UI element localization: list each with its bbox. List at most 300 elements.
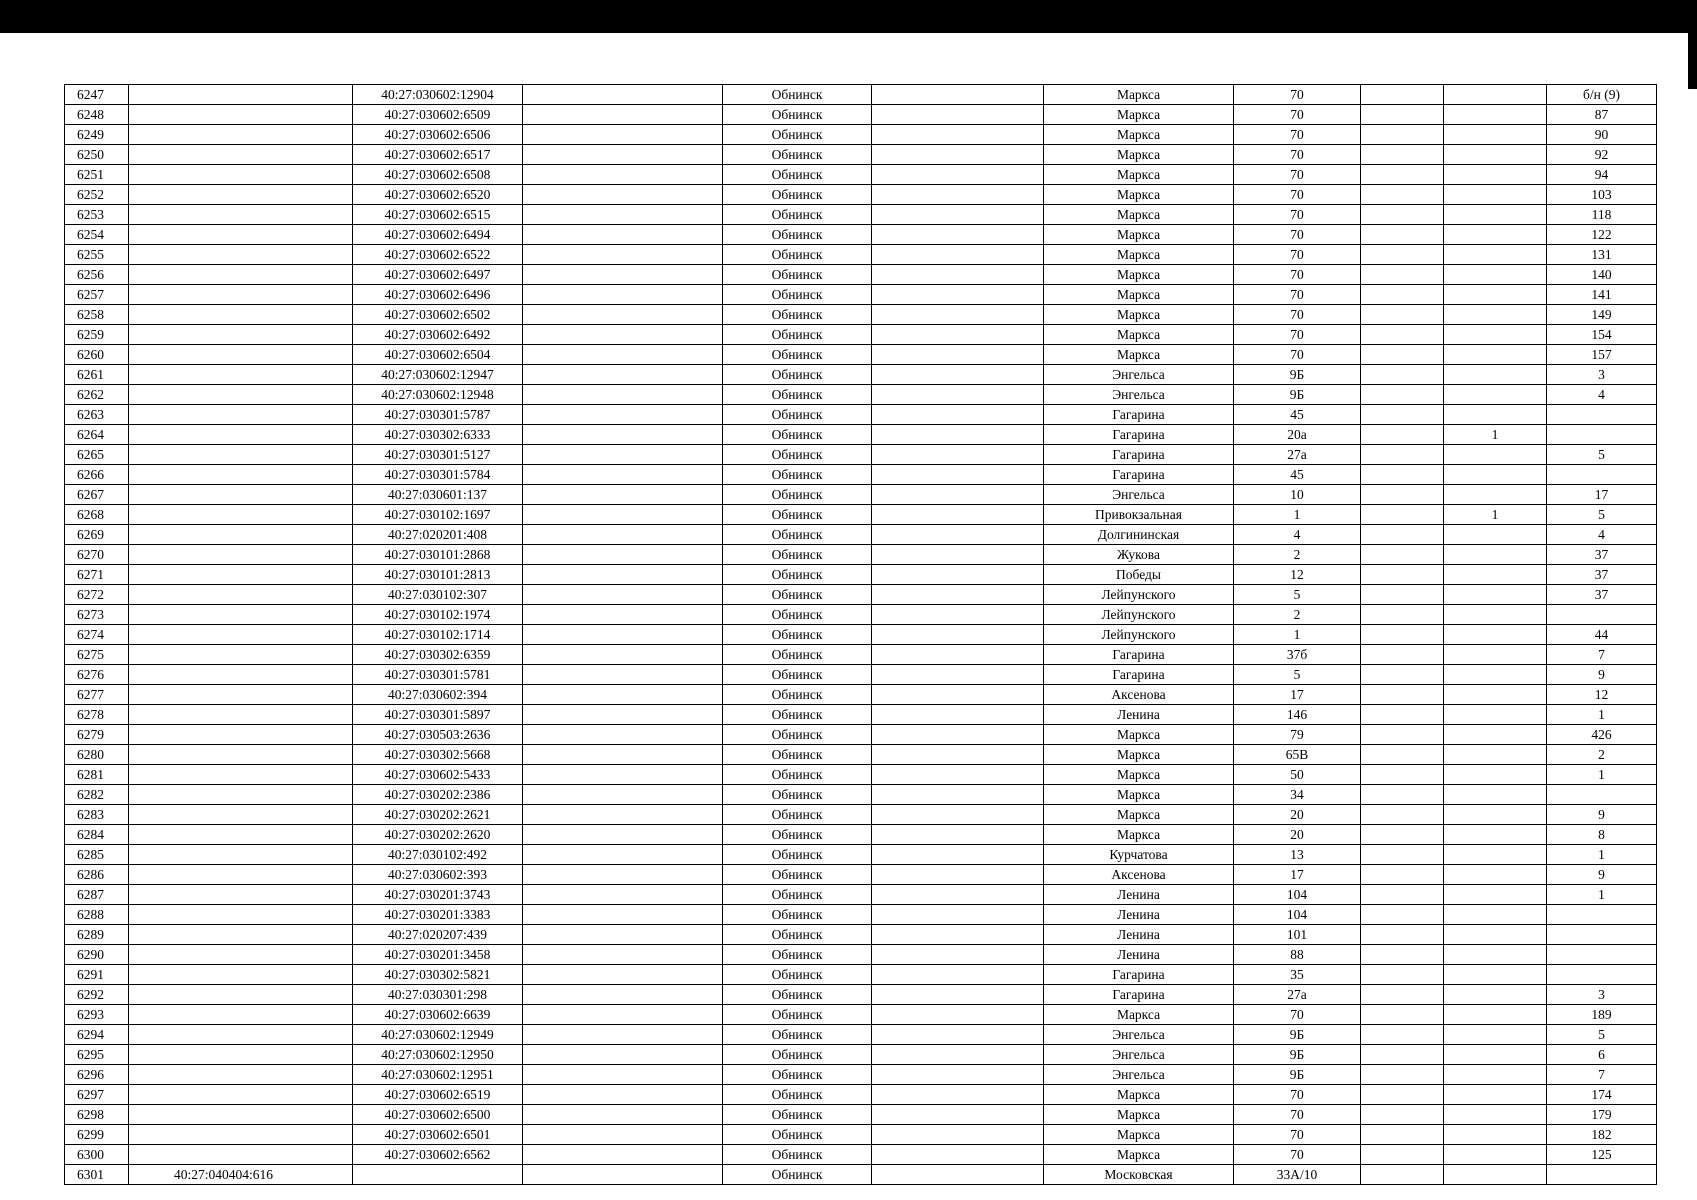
parent-cadastral-cell bbox=[129, 705, 353, 725]
apartment-cell: 37 bbox=[1547, 545, 1657, 565]
street-cell: Маркса bbox=[1044, 725, 1234, 745]
city-cell: Обнинск bbox=[723, 125, 872, 145]
table-row bbox=[65, 825, 1657, 845]
blank-cell bbox=[872, 125, 1044, 145]
cadastral-number-cell: 40:27:030101:2868 bbox=[353, 545, 523, 565]
record-number-cell: 6291 bbox=[65, 965, 129, 985]
house-cell: 70 bbox=[1234, 1105, 1361, 1125]
cadastral-number-cell: 40:27:030602:6562 bbox=[353, 1145, 523, 1165]
house-cell: 70 bbox=[1234, 305, 1361, 325]
cadastral-number-cell: 40:27:030301:5787 bbox=[353, 405, 523, 425]
record-number-cell: 6263 bbox=[65, 405, 129, 425]
blank-cell bbox=[872, 405, 1044, 425]
house-cell: 146 bbox=[1234, 705, 1361, 725]
blank-cell bbox=[523, 125, 723, 145]
house-cell: 70 bbox=[1234, 1085, 1361, 1105]
parent-cadastral-cell bbox=[129, 285, 353, 305]
table-row bbox=[65, 1065, 1657, 1085]
street-cell: Маркса bbox=[1044, 105, 1234, 125]
table-row bbox=[65, 705, 1657, 725]
parent-cadastral-cell bbox=[129, 585, 353, 605]
blank-cell bbox=[1361, 825, 1444, 845]
record-number-cell: 6289 bbox=[65, 925, 129, 945]
cadastral-number-cell: 40:27:020201:408 bbox=[353, 525, 523, 545]
street-cell: Гагарина bbox=[1044, 465, 1234, 485]
house-cell: 13 bbox=[1234, 845, 1361, 865]
scan-top-border bbox=[0, 0, 1697, 33]
record-number-cell: 6292 bbox=[65, 985, 129, 1005]
apartment-cell: 3 bbox=[1547, 985, 1657, 1005]
street-cell: Ленина bbox=[1044, 945, 1234, 965]
blank-cell bbox=[872, 945, 1044, 965]
city-cell: Обнинск bbox=[723, 445, 872, 465]
blank-cell bbox=[523, 845, 723, 865]
cadastral-number-cell: 40:27:030602:12949 bbox=[353, 1025, 523, 1045]
city-cell: Обнинск bbox=[723, 1085, 872, 1105]
city-cell: Обнинск bbox=[723, 205, 872, 225]
record-number-cell: 6257 bbox=[65, 285, 129, 305]
street-cell: Гагарина bbox=[1044, 405, 1234, 425]
blank-cell bbox=[1361, 1005, 1444, 1025]
building-cell bbox=[1444, 525, 1547, 545]
record-number-cell: 6286 bbox=[65, 865, 129, 885]
table-row bbox=[65, 325, 1657, 345]
blank-cell bbox=[872, 705, 1044, 725]
apartment-cell bbox=[1547, 605, 1657, 625]
blank-cell bbox=[1361, 1025, 1444, 1045]
house-cell: 27а bbox=[1234, 985, 1361, 1005]
street-cell: Маркса bbox=[1044, 1145, 1234, 1165]
cadastral-number-cell: 40:27:030102:307 bbox=[353, 585, 523, 605]
apartment-cell: б/н (9) bbox=[1547, 85, 1657, 105]
record-number-cell: 6281 bbox=[65, 765, 129, 785]
blank-cell bbox=[1361, 625, 1444, 645]
city-cell: Обнинск bbox=[723, 105, 872, 125]
blank-cell bbox=[872, 965, 1044, 985]
house-cell: 17 bbox=[1234, 865, 1361, 885]
cadastral-number-cell: 40:27:030602:6519 bbox=[353, 1085, 523, 1105]
street-cell: Ленина bbox=[1044, 885, 1234, 905]
table-row bbox=[65, 85, 1657, 105]
apartment-cell: 179 bbox=[1547, 1105, 1657, 1125]
table-row bbox=[65, 1025, 1657, 1045]
register-table-body bbox=[65, 85, 1657, 1185]
record-number-cell: 6265 bbox=[65, 445, 129, 465]
parent-cadastral-cell bbox=[129, 985, 353, 1005]
building-cell bbox=[1444, 685, 1547, 705]
city-cell: Обнинск bbox=[723, 605, 872, 625]
parent-cadastral-cell bbox=[129, 565, 353, 585]
building-cell bbox=[1444, 405, 1547, 425]
blank-cell bbox=[1361, 245, 1444, 265]
blank-cell bbox=[1361, 985, 1444, 1005]
street-cell: Гагарина bbox=[1044, 965, 1234, 985]
blank-cell bbox=[523, 665, 723, 685]
cadastral-number-cell: 40:27:030602:6504 bbox=[353, 345, 523, 365]
parent-cadastral-cell: 40:27:040404:616 bbox=[129, 1165, 353, 1185]
blank-cell bbox=[1361, 965, 1444, 985]
house-cell: 70 bbox=[1234, 145, 1361, 165]
cadastral-number-cell: 40:27:030602:12904 bbox=[353, 85, 523, 105]
blank-cell bbox=[1361, 925, 1444, 945]
blank-cell bbox=[872, 365, 1044, 385]
house-cell: 70 bbox=[1234, 245, 1361, 265]
table-row bbox=[65, 765, 1657, 785]
building-cell bbox=[1444, 1165, 1547, 1185]
street-cell: Ленина bbox=[1044, 905, 1234, 925]
blank-cell bbox=[872, 785, 1044, 805]
parent-cadastral-cell bbox=[129, 465, 353, 485]
house-cell: 70 bbox=[1234, 205, 1361, 225]
blank-cell bbox=[1361, 945, 1444, 965]
building-cell: 1 bbox=[1444, 425, 1547, 445]
blank-cell bbox=[872, 925, 1044, 945]
building-cell bbox=[1444, 885, 1547, 905]
blank-cell bbox=[1361, 885, 1444, 905]
house-cell: 9Б bbox=[1234, 1045, 1361, 1065]
apartment-cell: 9 bbox=[1547, 665, 1657, 685]
cadastral-number-cell: 40:27:030201:3383 bbox=[353, 905, 523, 925]
house-cell: 70 bbox=[1234, 285, 1361, 305]
street-cell: Маркса bbox=[1044, 265, 1234, 285]
building-cell bbox=[1444, 905, 1547, 925]
building-cell bbox=[1444, 645, 1547, 665]
blank-cell bbox=[872, 1165, 1044, 1185]
apartment-cell: 90 bbox=[1547, 125, 1657, 145]
blank-cell bbox=[872, 625, 1044, 645]
building-cell bbox=[1444, 765, 1547, 785]
cadastral-number-cell: 40:27:030602:393 bbox=[353, 865, 523, 885]
building-cell bbox=[1444, 925, 1547, 945]
table-row bbox=[65, 585, 1657, 605]
street-cell: Маркса bbox=[1044, 805, 1234, 825]
parent-cadastral-cell bbox=[129, 745, 353, 765]
city-cell: Обнинск bbox=[723, 1125, 872, 1145]
parent-cadastral-cell bbox=[129, 225, 353, 245]
cadastral-number-cell: 40:27:030602:6502 bbox=[353, 305, 523, 325]
street-cell: Гагарина bbox=[1044, 445, 1234, 465]
blank-cell bbox=[872, 165, 1044, 185]
cadastral-number-cell: 40:27:020207:439 bbox=[353, 925, 523, 945]
apartment-cell: 426 bbox=[1547, 725, 1657, 745]
blank-cell bbox=[872, 905, 1044, 925]
apartment-cell: 174 bbox=[1547, 1085, 1657, 1105]
table-row bbox=[65, 945, 1657, 965]
cadastral-number-cell: 40:27:030202:2386 bbox=[353, 785, 523, 805]
blank-cell bbox=[872, 645, 1044, 665]
table-row bbox=[65, 545, 1657, 565]
parent-cadastral-cell bbox=[129, 265, 353, 285]
blank-cell bbox=[1361, 1145, 1444, 1165]
apartment-cell: 5 bbox=[1547, 505, 1657, 525]
table-row bbox=[65, 1105, 1657, 1125]
blank-cell bbox=[523, 945, 723, 965]
cadastral-number-cell: 40:27:030602:6501 bbox=[353, 1125, 523, 1145]
blank-cell bbox=[1361, 305, 1444, 325]
blank-cell bbox=[523, 145, 723, 165]
house-cell: 9Б bbox=[1234, 365, 1361, 385]
apartment-cell: 154 bbox=[1547, 325, 1657, 345]
city-cell: Обнинск bbox=[723, 685, 872, 705]
table-row bbox=[65, 105, 1657, 125]
blank-cell bbox=[523, 705, 723, 725]
record-number-cell: 6270 bbox=[65, 545, 129, 565]
house-cell: 104 bbox=[1234, 905, 1361, 925]
house-cell: 4 bbox=[1234, 525, 1361, 545]
table-row bbox=[65, 225, 1657, 245]
blank-cell bbox=[523, 325, 723, 345]
street-cell: Маркса bbox=[1044, 325, 1234, 345]
record-number-cell: 6296 bbox=[65, 1065, 129, 1085]
parent-cadastral-cell bbox=[129, 805, 353, 825]
cadastral-number-cell: 40:27:030602:12950 bbox=[353, 1045, 523, 1065]
house-cell: 2 bbox=[1234, 545, 1361, 565]
house-cell: 20а bbox=[1234, 425, 1361, 445]
table-row bbox=[65, 665, 1657, 685]
building-cell bbox=[1444, 185, 1547, 205]
blank-cell bbox=[1361, 1165, 1444, 1185]
record-number-cell: 6283 bbox=[65, 805, 129, 825]
table-row bbox=[65, 1045, 1657, 1065]
table-row bbox=[65, 745, 1657, 765]
parent-cadastral-cell bbox=[129, 505, 353, 525]
street-cell: Курчатова bbox=[1044, 845, 1234, 865]
blank-cell bbox=[872, 565, 1044, 585]
building-cell bbox=[1444, 1025, 1547, 1045]
record-number-cell: 6256 bbox=[65, 265, 129, 285]
parent-cadastral-cell bbox=[129, 945, 353, 965]
apartment-cell: 141 bbox=[1547, 285, 1657, 305]
street-cell: Лейпунского bbox=[1044, 625, 1234, 645]
blank-cell bbox=[872, 1125, 1044, 1145]
table-row bbox=[65, 785, 1657, 805]
blank-cell bbox=[523, 225, 723, 245]
city-cell: Обнинск bbox=[723, 505, 872, 525]
street-cell: Маркса bbox=[1044, 225, 1234, 245]
building-cell bbox=[1444, 1145, 1547, 1165]
parent-cadastral-cell bbox=[129, 965, 353, 985]
cadastral-number-cell: 40:27:030602:394 bbox=[353, 685, 523, 705]
record-number-cell: 6261 bbox=[65, 365, 129, 385]
blank-cell bbox=[1361, 1085, 1444, 1105]
apartment-cell: 122 bbox=[1547, 225, 1657, 245]
blank-cell bbox=[872, 325, 1044, 345]
city-cell: Обнинск bbox=[723, 365, 872, 385]
blank-cell bbox=[523, 205, 723, 225]
apartment-cell bbox=[1547, 1165, 1657, 1185]
city-cell: Обнинск bbox=[723, 985, 872, 1005]
house-cell: 2 bbox=[1234, 605, 1361, 625]
blank-cell bbox=[1361, 1125, 1444, 1145]
apartment-cell bbox=[1547, 905, 1657, 925]
cadastral-number-cell: 40:27:030602:6508 bbox=[353, 165, 523, 185]
table-row bbox=[65, 1165, 1657, 1185]
building-cell bbox=[1444, 485, 1547, 505]
record-number-cell: 6285 bbox=[65, 845, 129, 865]
house-cell: 17 bbox=[1234, 685, 1361, 705]
table-row bbox=[65, 445, 1657, 465]
building-cell bbox=[1444, 125, 1547, 145]
blank-cell bbox=[523, 985, 723, 1005]
blank-cell bbox=[872, 85, 1044, 105]
blank-cell bbox=[1361, 745, 1444, 765]
blank-cell bbox=[872, 1105, 1044, 1125]
apartment-cell: 5 bbox=[1547, 1025, 1657, 1045]
parent-cadastral-cell bbox=[129, 445, 353, 465]
parent-cadastral-cell bbox=[129, 145, 353, 165]
blank-cell bbox=[1361, 905, 1444, 925]
blank-cell bbox=[1361, 465, 1444, 485]
city-cell: Обнинск bbox=[723, 1045, 872, 1065]
blank-cell bbox=[523, 425, 723, 445]
cadastral-number-cell: 40:27:030302:5821 bbox=[353, 965, 523, 985]
house-cell: 45 bbox=[1234, 465, 1361, 485]
blank-cell bbox=[523, 1065, 723, 1085]
blank-cell bbox=[872, 1045, 1044, 1065]
blank-cell bbox=[872, 345, 1044, 365]
blank-cell bbox=[523, 405, 723, 425]
building-cell bbox=[1444, 805, 1547, 825]
blank-cell bbox=[872, 985, 1044, 1005]
cadastral-number-cell: 40:27:030602:6509 bbox=[353, 105, 523, 125]
table-row bbox=[65, 1005, 1657, 1025]
blank-cell bbox=[1361, 665, 1444, 685]
street-cell: Маркса bbox=[1044, 125, 1234, 145]
blank-cell bbox=[523, 1165, 723, 1185]
blank-cell bbox=[523, 105, 723, 125]
building-cell bbox=[1444, 1085, 1547, 1105]
apartment-cell: 37 bbox=[1547, 585, 1657, 605]
blank-cell bbox=[523, 1045, 723, 1065]
house-cell: 88 bbox=[1234, 945, 1361, 965]
table-row bbox=[65, 285, 1657, 305]
blank-cell bbox=[523, 445, 723, 465]
parent-cadastral-cell bbox=[129, 365, 353, 385]
street-cell: Маркса bbox=[1044, 245, 1234, 265]
street-cell: Энгельса bbox=[1044, 385, 1234, 405]
record-number-cell: 6268 bbox=[65, 505, 129, 525]
apartment-cell bbox=[1547, 785, 1657, 805]
building-cell bbox=[1444, 785, 1547, 805]
table-row bbox=[65, 365, 1657, 385]
city-cell: Обнинск bbox=[723, 825, 872, 845]
parent-cadastral-cell bbox=[129, 1005, 353, 1025]
blank-cell bbox=[1361, 785, 1444, 805]
street-cell: Энгельса bbox=[1044, 365, 1234, 385]
blank-cell bbox=[1361, 765, 1444, 785]
table-row bbox=[65, 505, 1657, 525]
blank-cell bbox=[1361, 205, 1444, 225]
street-cell: Маркса bbox=[1044, 165, 1234, 185]
parent-cadastral-cell bbox=[129, 685, 353, 705]
blank-cell bbox=[872, 205, 1044, 225]
street-cell: Маркса bbox=[1044, 345, 1234, 365]
parent-cadastral-cell bbox=[129, 1085, 353, 1105]
apartment-cell: 94 bbox=[1547, 165, 1657, 185]
parent-cadastral-cell bbox=[129, 545, 353, 565]
table-row bbox=[65, 625, 1657, 645]
house-cell: 70 bbox=[1234, 165, 1361, 185]
parent-cadastral-cell bbox=[129, 385, 353, 405]
table-row bbox=[65, 725, 1657, 745]
cadastral-register-table bbox=[64, 84, 1657, 1185]
house-cell: 5 bbox=[1234, 585, 1361, 605]
street-cell: Аксенова bbox=[1044, 865, 1234, 885]
blank-cell bbox=[523, 765, 723, 785]
parent-cadastral-cell bbox=[129, 1105, 353, 1125]
blank-cell bbox=[523, 605, 723, 625]
parent-cadastral-cell bbox=[129, 645, 353, 665]
table-row bbox=[65, 205, 1657, 225]
table-row bbox=[65, 605, 1657, 625]
street-cell: Энгельса bbox=[1044, 1045, 1234, 1065]
blank-cell bbox=[872, 265, 1044, 285]
record-number-cell: 6287 bbox=[65, 885, 129, 905]
apartment-cell: 149 bbox=[1547, 305, 1657, 325]
blank-cell bbox=[523, 865, 723, 885]
street-cell: Ленина bbox=[1044, 925, 1234, 945]
cadastral-number-cell: 40:27:030602:12948 bbox=[353, 385, 523, 405]
building-cell bbox=[1444, 825, 1547, 845]
building-cell bbox=[1444, 165, 1547, 185]
apartment-cell: 118 bbox=[1547, 205, 1657, 225]
house-cell: 37б bbox=[1234, 645, 1361, 665]
blank-cell bbox=[872, 505, 1044, 525]
street-cell: Маркса bbox=[1044, 1005, 1234, 1025]
table-row bbox=[65, 385, 1657, 405]
apartment-cell: 125 bbox=[1547, 1145, 1657, 1165]
city-cell: Обнинск bbox=[723, 785, 872, 805]
house-cell: 33А/10 bbox=[1234, 1165, 1361, 1185]
blank-cell bbox=[1361, 225, 1444, 245]
blank-cell bbox=[1361, 385, 1444, 405]
cadastral-number-cell: 40:27:030201:3743 bbox=[353, 885, 523, 905]
cadastral-number-cell: 40:27:030202:2621 bbox=[353, 805, 523, 825]
parent-cadastral-cell bbox=[129, 425, 353, 445]
cadastral-number-cell: 40:27:030301:298 bbox=[353, 985, 523, 1005]
parent-cadastral-cell bbox=[129, 125, 353, 145]
blank-cell bbox=[523, 545, 723, 565]
blank-cell bbox=[523, 525, 723, 545]
table-row bbox=[65, 165, 1657, 185]
record-number-cell: 6274 bbox=[65, 625, 129, 645]
cadastral-number-cell: 40:27:030602:6506 bbox=[353, 125, 523, 145]
house-cell: 35 bbox=[1234, 965, 1361, 985]
cadastral-number-cell: 40:27:030302:6333 bbox=[353, 425, 523, 445]
record-number-cell: 6271 bbox=[65, 565, 129, 585]
street-cell: Маркса bbox=[1044, 85, 1234, 105]
city-cell: Обнинск bbox=[723, 545, 872, 565]
street-cell: Победы bbox=[1044, 565, 1234, 585]
table-row bbox=[65, 925, 1657, 945]
blank-cell bbox=[523, 965, 723, 985]
house-cell: 70 bbox=[1234, 125, 1361, 145]
table-row bbox=[65, 525, 1657, 545]
street-cell: Маркса bbox=[1044, 305, 1234, 325]
city-cell: Обнинск bbox=[723, 305, 872, 325]
city-cell: Обнинск bbox=[723, 485, 872, 505]
record-number-cell: 6278 bbox=[65, 705, 129, 725]
building-cell bbox=[1444, 1005, 1547, 1025]
building-cell bbox=[1444, 545, 1547, 565]
apartment-cell: 92 bbox=[1547, 145, 1657, 165]
city-cell: Обнинск bbox=[723, 325, 872, 345]
apartment-cell: 8 bbox=[1547, 825, 1657, 845]
city-cell: Обнинск bbox=[723, 345, 872, 365]
blank-cell bbox=[1361, 705, 1444, 725]
building-cell bbox=[1444, 945, 1547, 965]
city-cell: Обнинск bbox=[723, 1165, 872, 1185]
